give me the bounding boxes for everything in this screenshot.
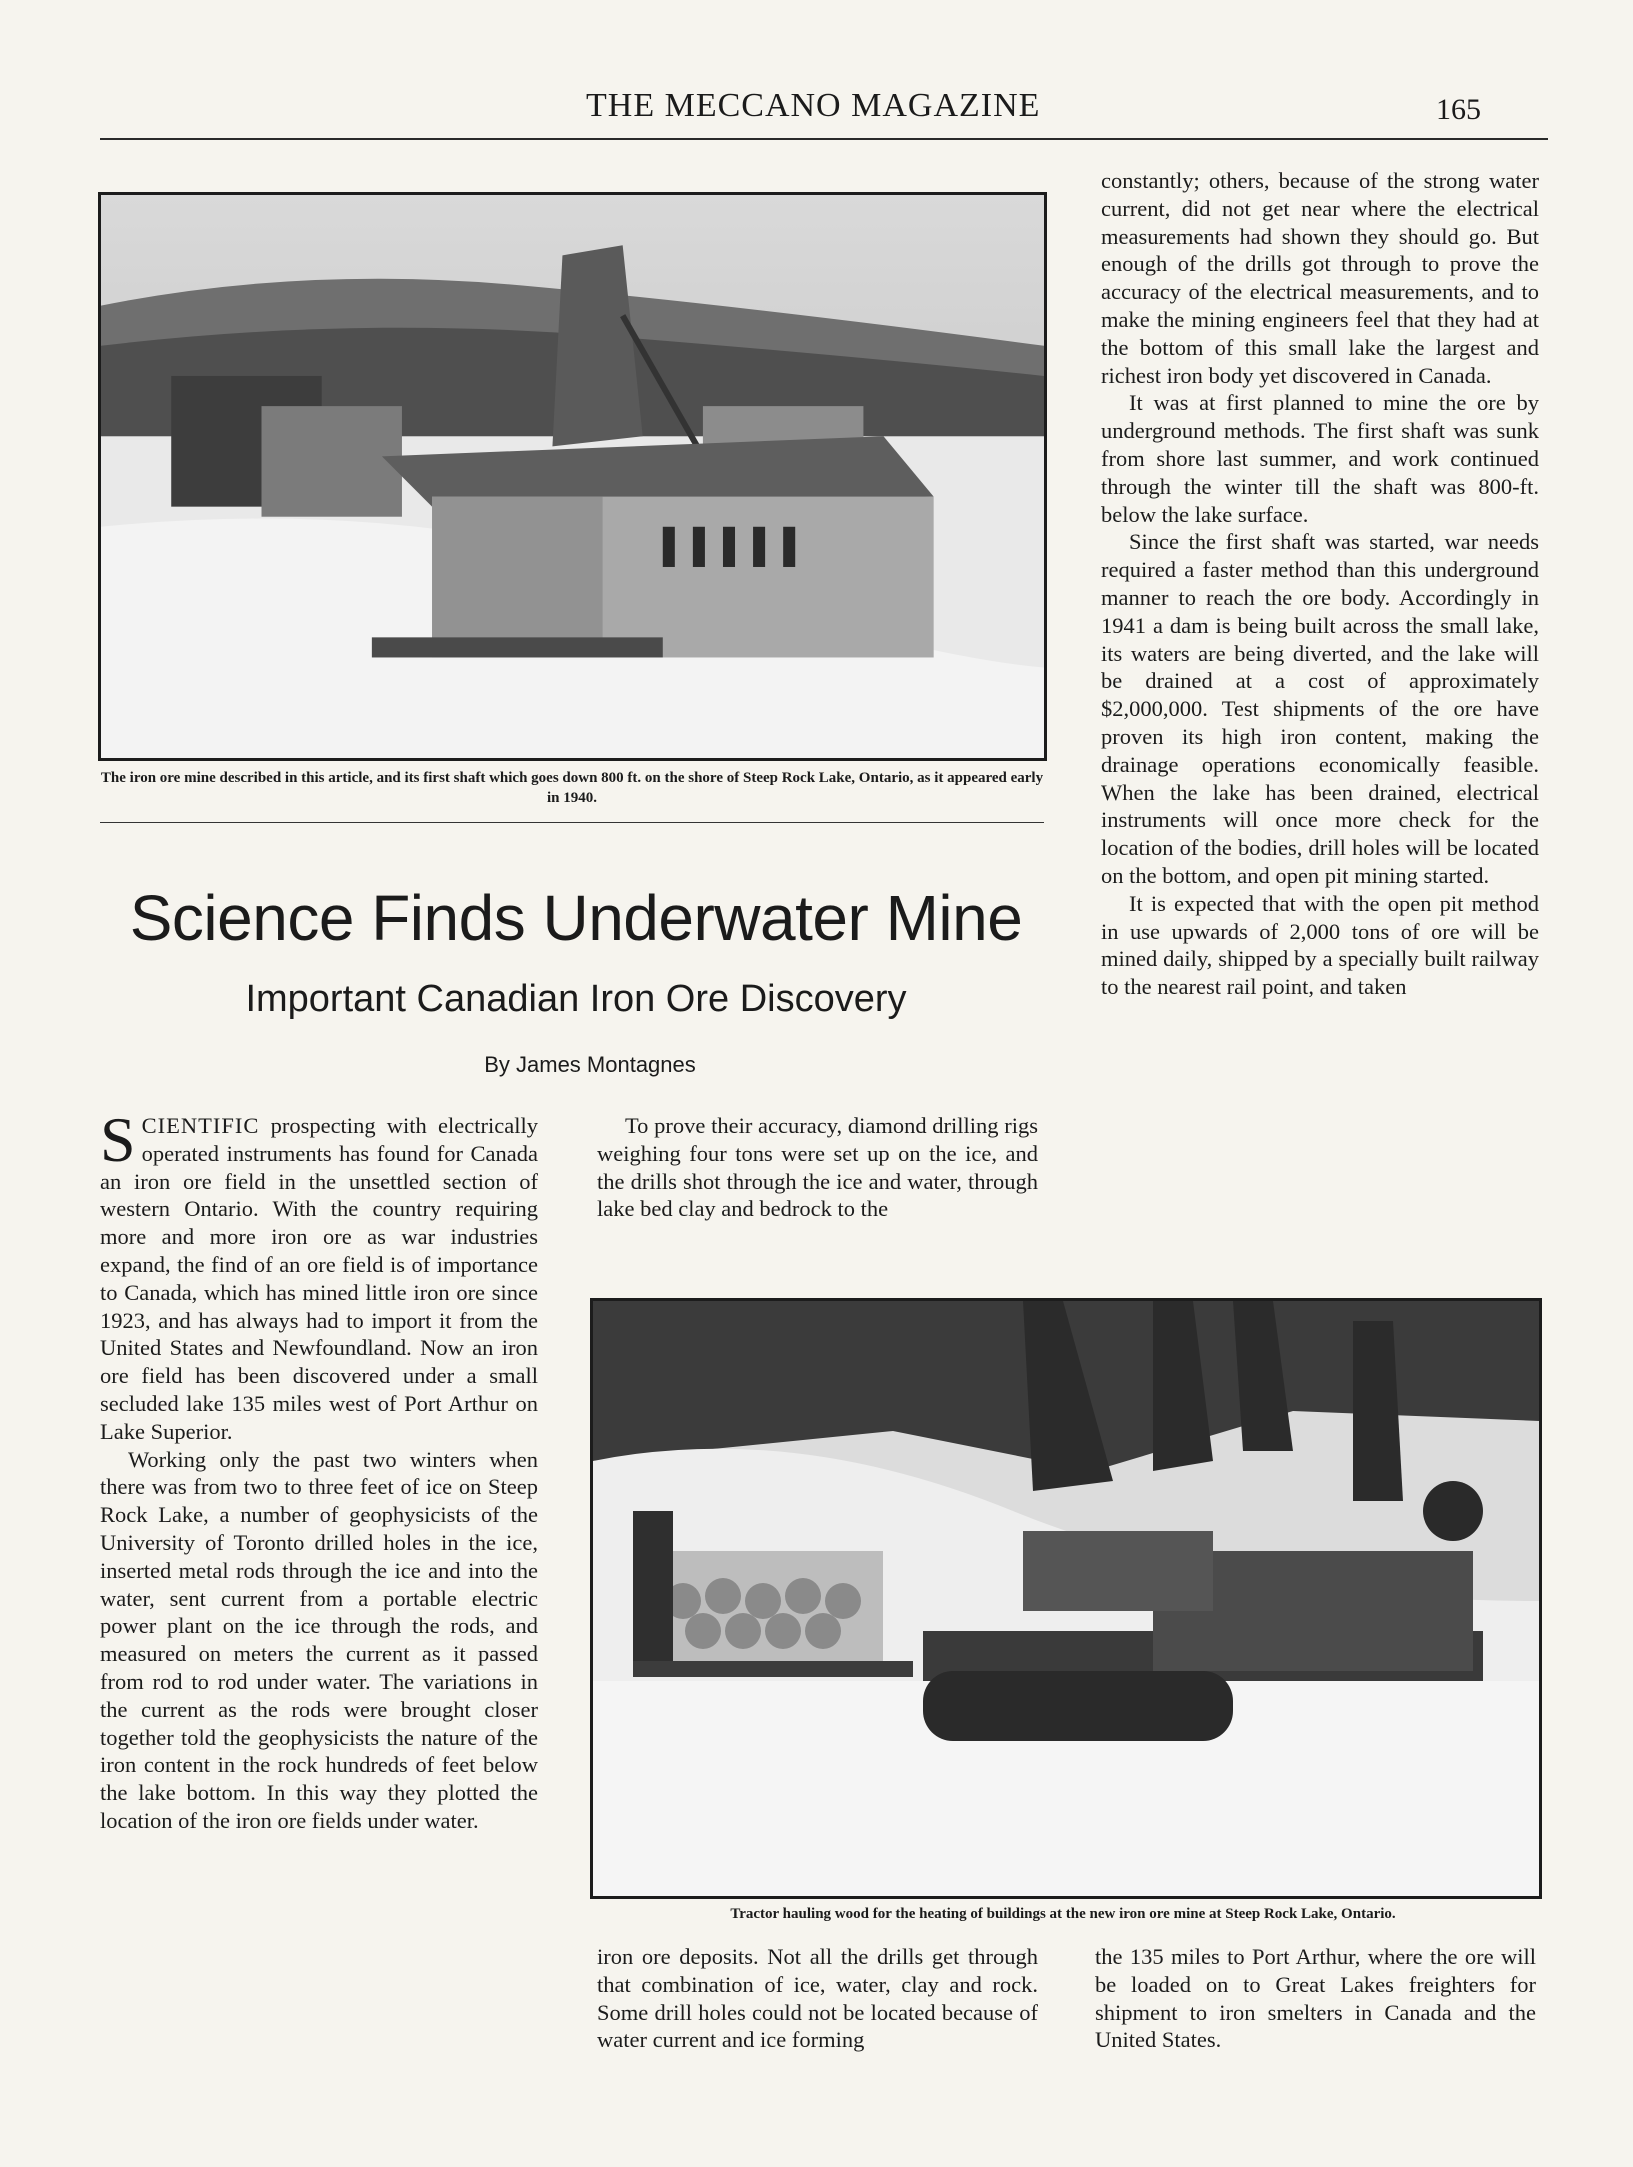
paragraph: Since the first shaft was started, war needs required a faster method than this underground manner to reach the ore body. Accordingly in 1941 a dam is being built across the small lake, its waters are being diverted, and the lake will be drained at a cost of approximately $2,000,000. Test shipments of the ore have proven its high iron content, making the drainage operations economically feasible. When the lake has been drained, electrical instruments will once more check for the location of the bodies, drill holes will be located on the bottom, and open pit mining started. (1101, 529, 1539, 888)
header-rule (100, 138, 1548, 140)
tractor-photo (590, 1298, 1542, 1899)
paragraph (100, 1104, 538, 1446)
page-number: 165 (1436, 93, 1481, 126)
column-3 (1101, 167, 1539, 1001)
column-2-bottom (597, 1943, 1038, 2054)
paragraph: constantly; others, because of the strong water current, did not get near where the electrical measurements had shown they should go. But enough of the drills got through to prove the accuracy of the electrical measurements, and to make the mining engineers feel that they had at the bottom of this small lake the largest and richest iron body yet discovered in Canada. (1101, 168, 1539, 388)
article-byline: By James Montagnes (484, 1052, 696, 1077)
paragraph: the 135 miles to Port Arthur, where the ore will be loaded on to Great Lakes freighters for shipment to iron smelters in Canada and the United States. (1095, 1944, 1536, 2053)
paragraph: It is expected that with the open pit method in use upwards of 2,000 tons of ore will be mined daily, shipped by a specially built railway to the nearest rail point, and taken (1101, 890, 1539, 1000)
paragraph: To prove their accuracy, diamond drilling rigs weighing four tons were set up on the ice, and the drills shot through the ice and water, through lake bed clay and bedrock to the (597, 1113, 1038, 1222)
column-2-top (597, 1112, 1038, 1223)
column-1 (100, 1104, 538, 1835)
mine-photo (98, 192, 1047, 761)
mine-photo-caption: The iron ore mine described in this article, and its first shaft which goes down 800 ft. on the shore of Steep Rock Lake, Ontario, as it appeared early in 1940. (100, 770, 1044, 806)
article-headline: Science Finds Underwater Mine (129, 882, 1023, 954)
paragraph-text: prospecting with electrically operated instruments has found for Canada an iron ore field in the unsettled section of western Ontario. With the country requiring more and more iron ore as war industries expand, the find of an ore field is of importance to Canada, which has mined little iron ore since 1923, and has always had to import it from the United States and Newfoundland. Now an iron ore field has been discovered under a small secluded lake 135 miles west of Port Arthur on Lake Superior. (100, 1113, 538, 1444)
column-3-bottom (1095, 1943, 1536, 2054)
drop-cap: S (100, 1104, 136, 1175)
lead-word: CIENTIFIC (141, 1113, 260, 1138)
paragraph: Working only the past two winters when there was from two to three feet of ice on Steep Rock Lake, a number of geophysicists of the University of Toronto drilled holes in the ice, inserted metal rods through the ice and into the water, sent current from a portable electric power plant on the ice through the rods, and measured on meters the current as it passed from rod to rod under water. The variations in the current as the rods were brought closer together told the geophysicists the nature of the iron content in the rock hundreds of feet below the lake bottom. In this way they plotted the location of the iron ore fields under water. (100, 1446, 538, 1833)
caption-rule (100, 822, 1044, 823)
article-subheadline: Important Canadian Iron Ore Discovery (245, 978, 907, 1020)
paragraph: iron ore deposits. Not all the drills get through that combination of ice, water, clay and rock. Some drill holes could not be located because of water current and ice forming (597, 1944, 1038, 2053)
paragraph: It was at first planned to mine the ore by underground methods. The first shaft was sunk from shore last summer, and work continued through the winter till the shaft was 800-ft. below the lake surface. (1101, 390, 1539, 527)
tractor-photo-caption: Tractor hauling wood for the heating of buildings at the new iron ore mine at Steep Rock Lake, Ontario. (730, 1906, 1396, 1922)
magazine-title: THE MECCANO MAGAZINE (586, 87, 1041, 124)
